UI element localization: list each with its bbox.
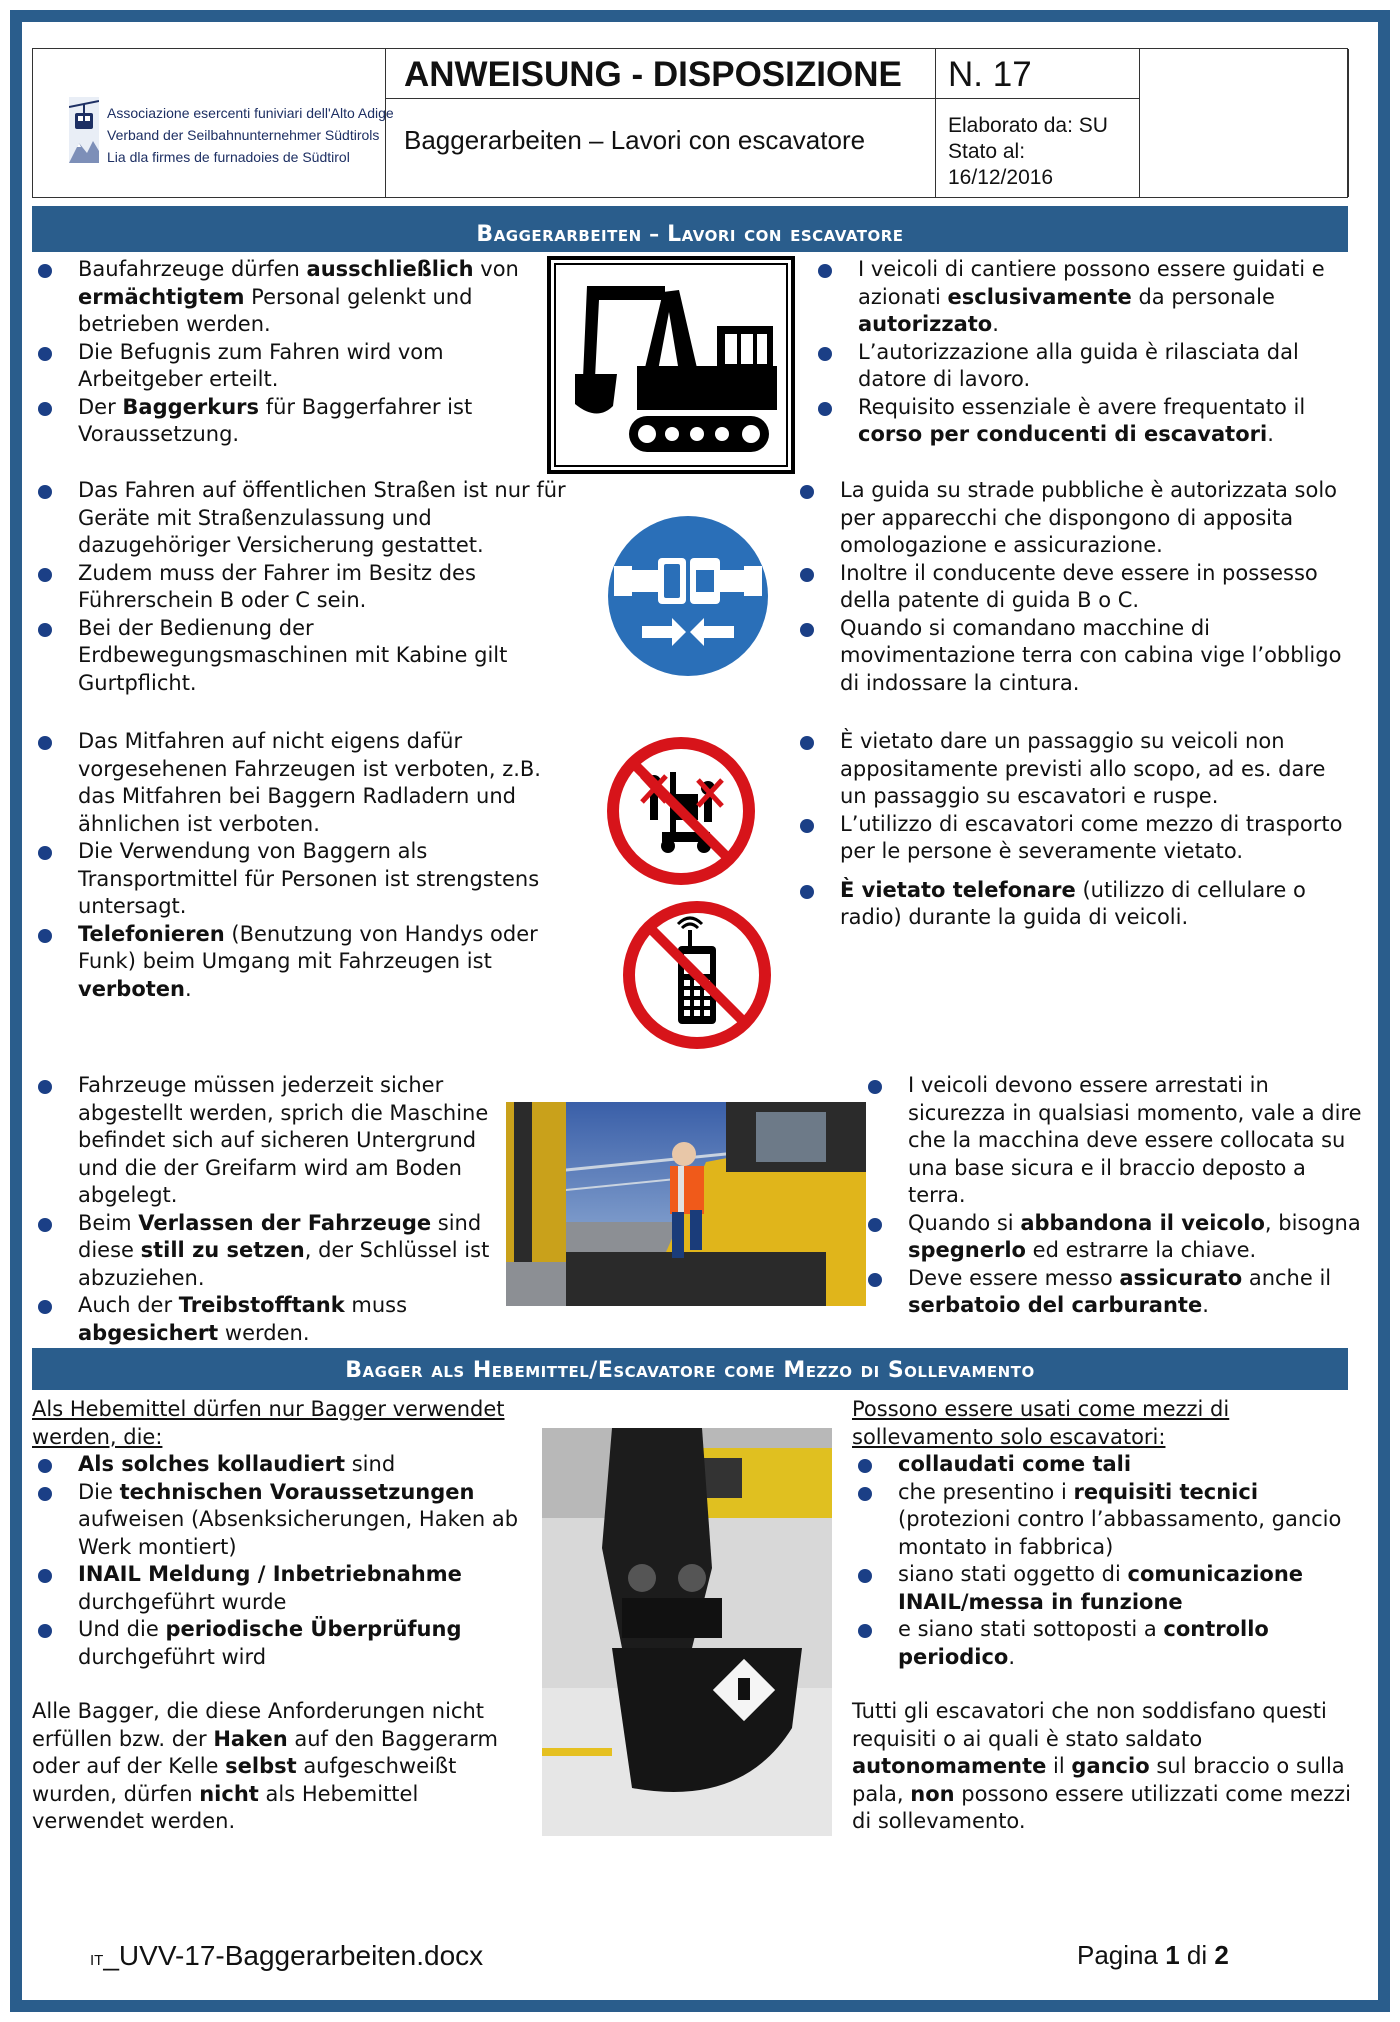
- footer-filename: [90, 1940, 483, 1972]
- org-name-italian: Associazione esercenti funiviari dell'Alto Adige: [107, 105, 394, 121]
- section-title-italian: Lavori con escavatore: [667, 222, 904, 247]
- document-number: N. 17: [948, 55, 1032, 94]
- list-item: INAIL Meldung / Inbetriebnahme durchgeführt wurde: [32, 1561, 532, 1616]
- document-subtitle: Baggerarbeiten – Lavori con escavatore: [404, 125, 866, 155]
- org-name-ladin: Lia dla firmes de furnadoies de Südtirol: [107, 149, 350, 165]
- list-item: Das Fahren auf öffentlichen Straßen ist nur für Geräte mit Straßenzulassung und dazugehöriger Versicherung gestattet.: [32, 477, 577, 560]
- list-item: L’utilizzo di escavatori come mezzo di trasporto per le persone è severamente vietato.: [794, 811, 1352, 866]
- list-item: I veicoli di cantiere possono essere guidati e azionati esclusivamente da personale autorizzato.: [812, 256, 1352, 339]
- section-bar-excavator-work: [32, 206, 1348, 252]
- org-name-german: Verband der Seilbahnunternehmer Südtirols: [107, 127, 380, 143]
- excavator-bucket-hook-photo: [542, 1428, 832, 1836]
- worker-climbing-excavator-photo: [506, 1102, 866, 1306]
- block4-italian: [862, 1072, 1362, 1320]
- footer-page-number: Pagina 1 di 2: [1077, 1940, 1229, 1970]
- block2-german: [32, 477, 577, 697]
- section2-title: Bagger als Hebemittel/Escavatore come Mezzo di Sollevamento: [345, 1358, 1035, 1383]
- list-item: Auch der Treibstofftank muss abgesichert werden.: [32, 1292, 512, 1347]
- title-cell: [386, 49, 936, 197]
- seatbelt-mandatory-icon: [606, 514, 770, 678]
- no-passengers-prohibition-icon: [606, 736, 756, 886]
- document-header: [32, 48, 1348, 198]
- elaborato-label: Elaborato da: SU: [948, 114, 1108, 137]
- list-item: Requisito essenziale è avere frequentato il corso per conducenti di escavatori.: [812, 394, 1352, 449]
- block3-italian: [794, 728, 1352, 932]
- list-item: Baufahrzeuge dürfen ausschließlich von ermächtigtem Personal gelenkt und betrieben werden.: [32, 256, 532, 339]
- list-item: Beim Verlassen der Fahrzeuge sind diese still zu setzen, der Schlüssel ist abzuziehen.: [32, 1210, 512, 1293]
- list-item: Inoltre il conducente deve essere in possesso della patente di guida B o C.: [794, 560, 1352, 615]
- list-item: Der Baggerkurs für Baggerfahrer ist Voraussetzung.: [32, 394, 532, 449]
- list-item: È vietato telefonare (utilizzo di cellulare o radio) durante la guida di veicoli.: [794, 877, 1352, 932]
- list-item: Und die periodische Überprüfung durchgeführt wird: [32, 1616, 532, 1671]
- block2-italian: [794, 477, 1352, 697]
- list-item: Zudem muss der Fahrer im Besitz des Führerschein B oder C sein.: [32, 560, 577, 615]
- section-title-dash: –: [641, 222, 668, 246]
- list-item: Als solches kollaudiert sind: [32, 1451, 532, 1479]
- stato-date: 16/12/2016: [948, 166, 1054, 189]
- block1-italian: [812, 256, 1352, 449]
- block5-italian: [852, 1396, 1352, 1836]
- list-item: Das Mitfahren auf nicht eigens dafür vorgesehenen Fahrzeugen ist verboten, z.B. das Mitfahren bei Baggern Radladern und ähnlichen ist verboten.: [32, 728, 577, 838]
- list-item: Deve essere messo assicurato anche il serbatoio del carburante.: [862, 1265, 1362, 1320]
- excavator-pictogram-icon: [547, 256, 795, 474]
- list-item: L’autorizzazione alla guida è rilasciata dal datore di lavoro.: [812, 339, 1352, 394]
- section-title-german: Baggerarbeiten: [476, 222, 642, 247]
- list-item: Bei der Bedienung der Erdbewegungsmaschinen mit Kabine gilt Gurtpflicht.: [32, 615, 577, 698]
- block5-italian-outro: Tutti gli escavatori che non soddisfano questi requisiti o ai quali è stato saldato autonomamente il gancio sul braccio o sulla pala, non possono essere utilizzati come mezzi di sollevamento.: [852, 1699, 1351, 1833]
- list-item: collaudati come tali: [852, 1451, 1352, 1479]
- list-item: Die Befugnis zum Fahren wird vom Arbeitgeber erteilt.: [32, 339, 532, 394]
- cable-car-logo-icon: [69, 97, 99, 163]
- block5-german: [32, 1396, 532, 1836]
- list-item: Fahrzeuge müssen jederzeit sicher abgestellt werden, sprich die Maschine befindet sich auf sicheren Untergrund und die der Greifarm wird am Boden abgelegt.: [32, 1072, 512, 1210]
- block5-german-intro: Als Hebemittel dürfen nur Bagger verwendet werden, die:: [32, 1397, 505, 1449]
- list-item: La guida su strade pubbliche è autorizzata solo per apparecchi che dispongono di apposita omologazione e assicurazione.: [794, 477, 1352, 560]
- list-item: Die Verwendung von Baggern als Transportmittel für Personen ist strengstens untersagt.: [32, 838, 577, 921]
- page-frame: [10, 10, 1390, 2012]
- stato-label: Stato al:: [948, 140, 1026, 163]
- list-item: che presentino i requisiti tecnici (protezioni contro l’abbassamento, gancio montato in fabbrica): [852, 1479, 1352, 1562]
- block4-german: [32, 1072, 512, 1347]
- block5-italian-intro: Possono essere usati come mezzi di sollevamento solo escavatori:: [852, 1397, 1230, 1449]
- list-item: I veicoli devono essere arrestati in sicurezza in qualsiasi momento, vale a dire che la macchina deve essere collocata su una base sicura e il braccio deposto a terra.: [862, 1072, 1362, 1210]
- list-item: Die technischen Voraussetzungen aufweisen (Absenksicherungen, Haken ab Werk montiert): [32, 1479, 532, 1562]
- section-bar-lifting: [32, 1348, 1348, 1390]
- block3-german: [32, 728, 577, 1003]
- footer-filename-text: _UVV-17-Baggerarbeiten.docx: [103, 1940, 484, 1971]
- blank-cell: [1140, 49, 1349, 197]
- block5-german-outro: Alle Bagger, die diese Anforderungen nicht erfüllen bzw. der Haken auf den Baggerarm oder auf der Kelle selbst aufgeschweißt wurden, dürfen nicht als Hebemittel verwendet werden.: [32, 1699, 498, 1833]
- no-phone-prohibition-icon: [622, 900, 772, 1050]
- block1-german: [32, 256, 532, 449]
- document-type: ANWEISUNG - DISPOSIZIONE: [404, 55, 902, 94]
- list-item: siano stati oggetto di comunicazione INAIL/messa in funzione: [852, 1561, 1352, 1616]
- list-item: Telefonieren (Benutzung von Handys oder Funk) beim Umgang mit Fahrzeugen ist verboten.: [32, 921, 577, 1004]
- list-item: Quando si abbandona il veicolo, bisogna spegnerlo ed estrarre la chiave.: [862, 1210, 1362, 1265]
- list-item: Quando si comandano macchine di movimentazione terra con cabina vige l’obbligo di indossare la cintura.: [794, 615, 1352, 698]
- list-item: È vietato dare un passaggio su veicoli non appositamente previsti allo scopo, ad es. dare un passaggio su escavatori e ruspe.: [794, 728, 1352, 811]
- number-cell: [936, 49, 1140, 197]
- list-item: e siano stati sottoposti a controllo periodico.: [852, 1616, 1352, 1671]
- footer-prefix: IT: [90, 1952, 104, 1969]
- logo-cell: [33, 49, 394, 197]
